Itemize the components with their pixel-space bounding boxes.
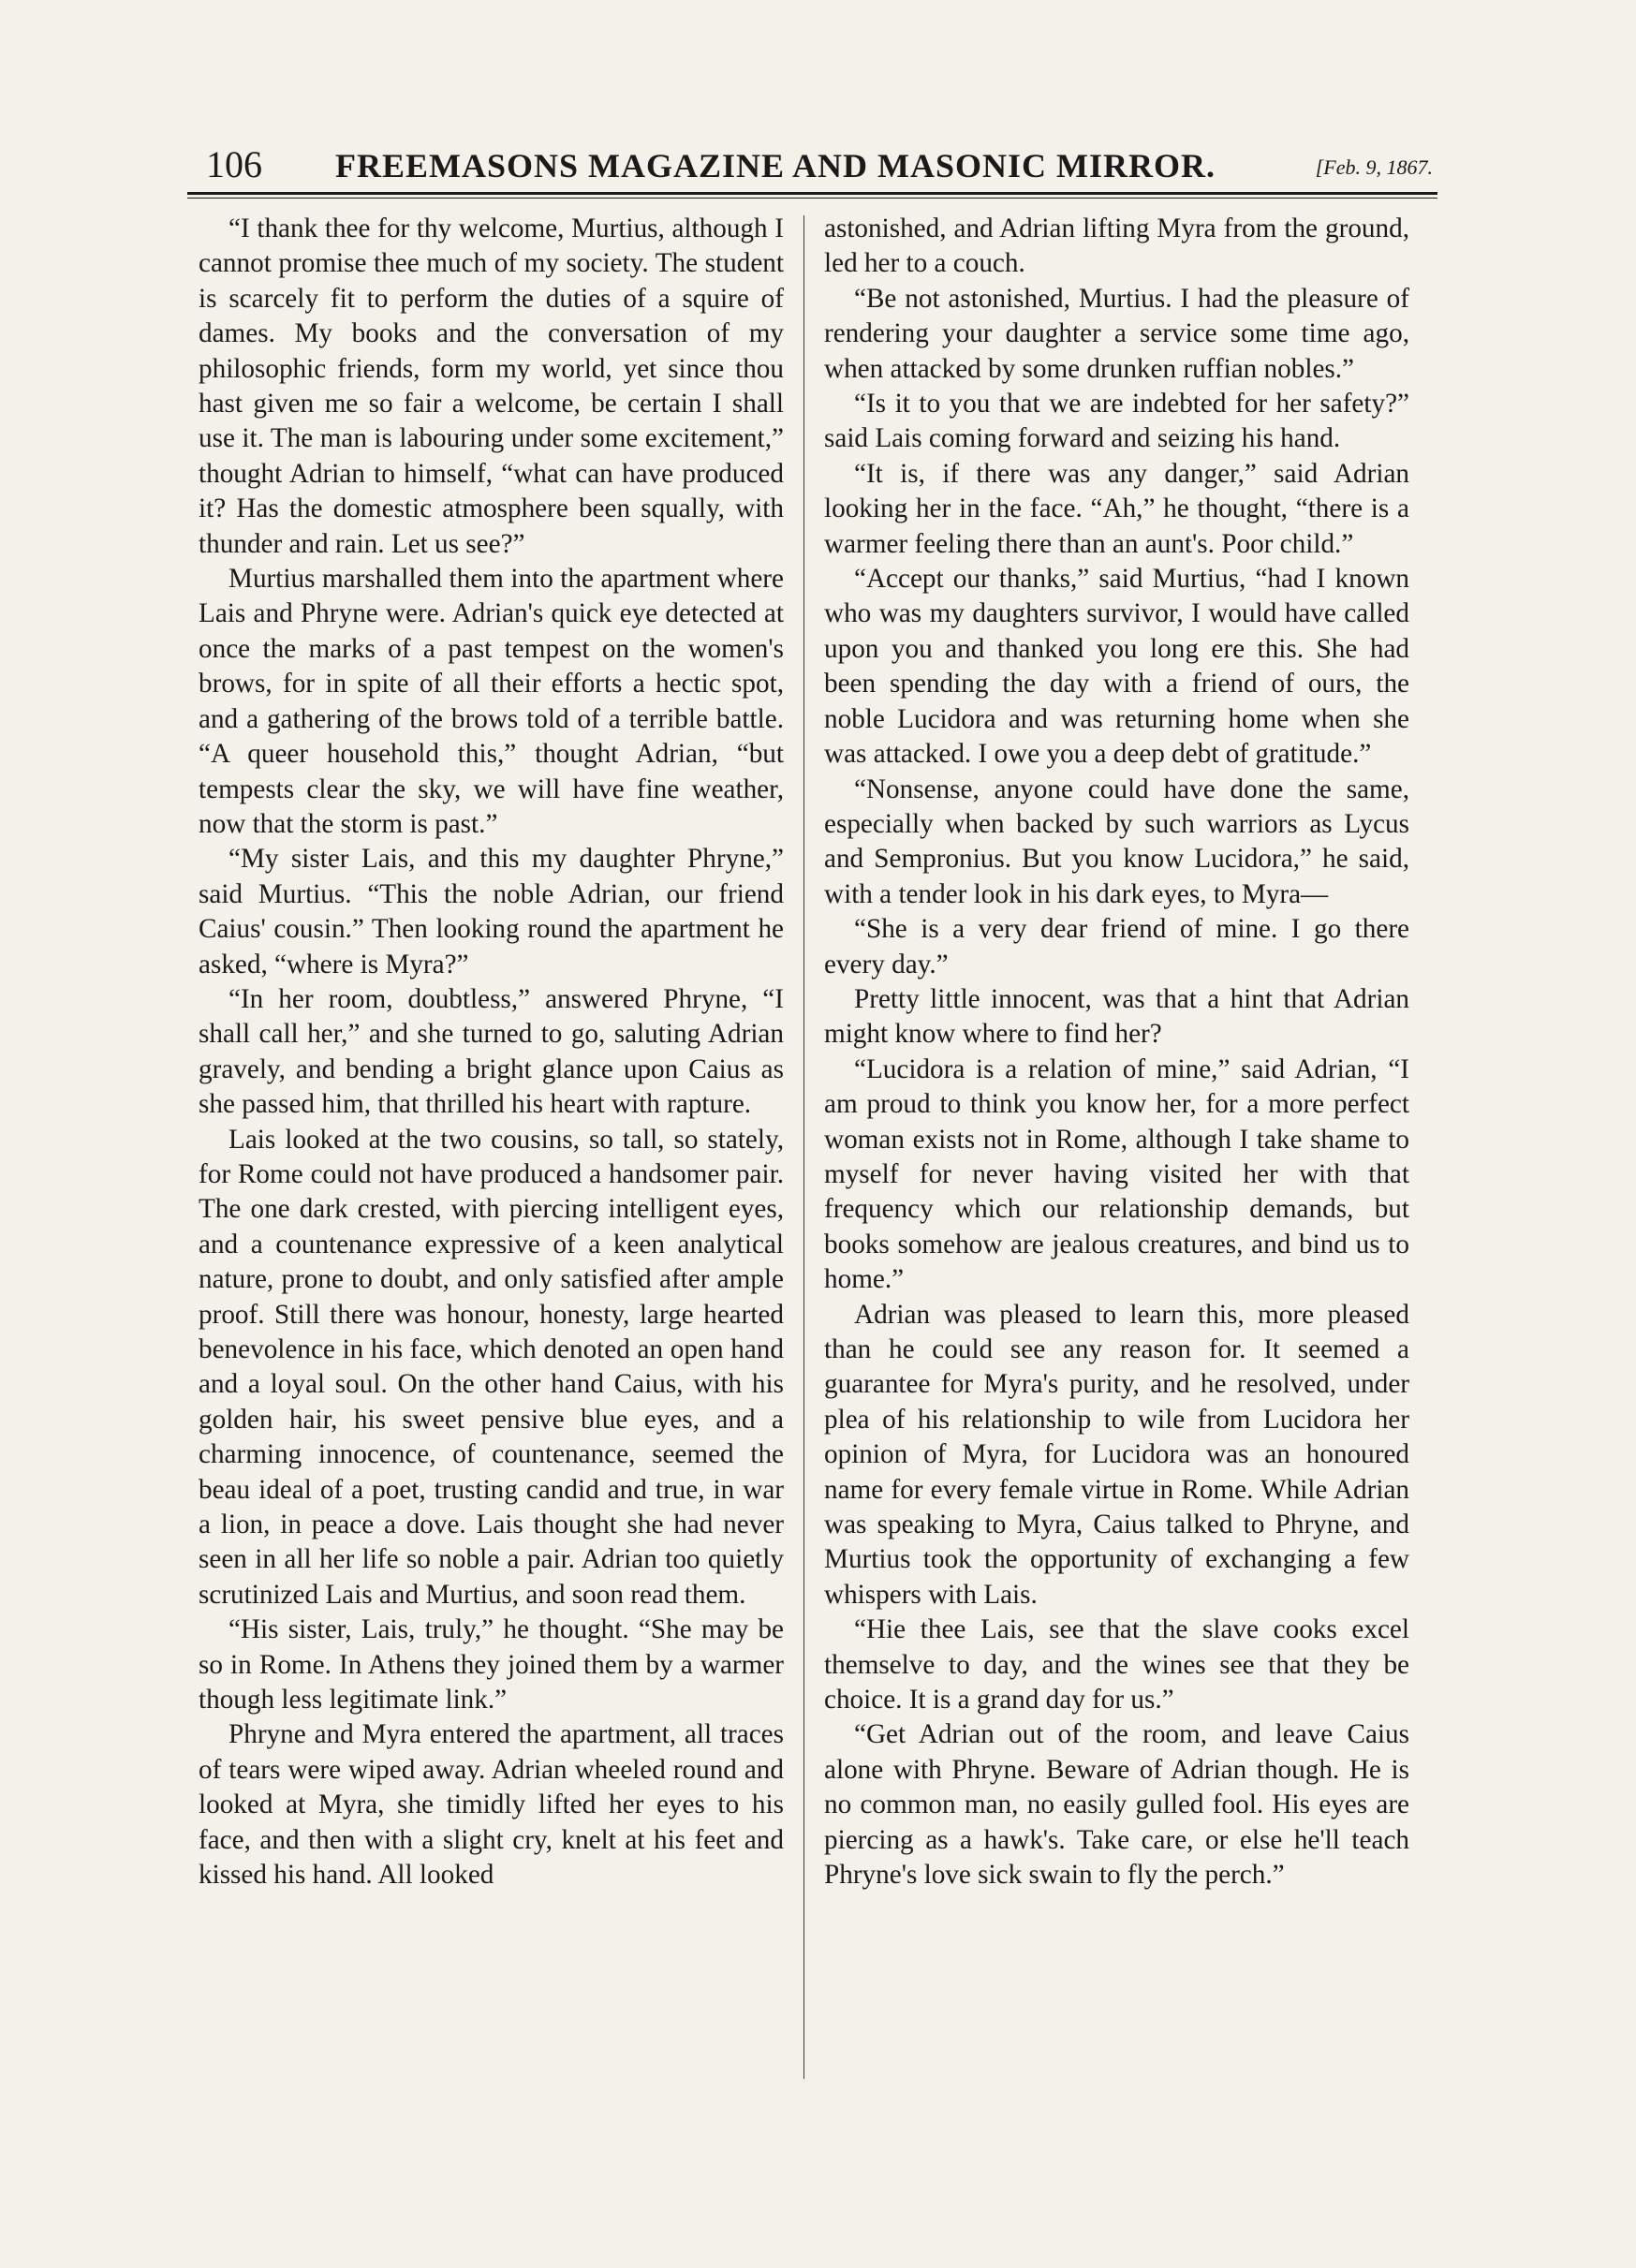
header-rule-thin bbox=[187, 198, 1437, 199]
page-header bbox=[187, 140, 1442, 187]
paragraph: “Accept our thanks,” said Murtius, “had I known who was my daughters survivor, I would have called upon you and thanked you long ere this. She had been spending the day with a friend of ours, the noble Lucidora and was returning home when she was attacked. I owe you a deep debt of gratitude.” bbox=[824, 564, 1409, 770]
issue-date: [Feb. 9, 1867. bbox=[1315, 155, 1433, 179]
paragraph: “My sister Lais, and this my daughter Phryne,” said Murtius. “This the noble Adrian, our friend Caius' cousin.” Then looking round the apartment he asked, “where is Myra?” bbox=[199, 844, 784, 979]
paragraph: “I thank thee for thy welcome, Murtius, although I cannot promise thee much of my society. The student is scarcely fit to perform the duties of a squire of dames. My books and the conversation of my philosophic friends, form my world, yet since thou hast given me so fair a welcome, be certain I shall use it. The man is labouring under some excitement,” thought Adrian to himself, “what can have produced it? Has the domestic atmosphere been squally, with thunder and rain. Let us see?” bbox=[199, 214, 784, 559]
paragraph: “Lucidora is a relation of mine,” said Adrian, “I am proud to think you know her, for a more perfect woman exists not in Rome, although I take shame to myself for never having visited her with that frequency which our relationship demands, but books somehow are jealous creatures, and bind us to home.” bbox=[824, 1053, 1409, 1295]
page-number: 106 bbox=[206, 143, 262, 185]
right-column bbox=[824, 212, 1409, 1893]
column-divider bbox=[803, 215, 804, 2079]
paragraph: Adrian was pleased to learn this, more pleased than he could see any reason for. It seemed a guarantee for Myra's purity, and he resolved, under plea of his relationship to wile from Lucidora her opinion of Myra, for Lucidora was an honoured name for every female virtue in Rome. While Adrian was speaking to Myra, Caius talked to Phryne, and Murtius took the opportunity of exchanging a few whispers with Lais. bbox=[824, 1299, 1409, 1610]
paragraph: “She is a very dear friend of mine. I go there every day.” bbox=[824, 914, 1409, 979]
header-rule bbox=[187, 192, 1437, 195]
paragraph: “It is, if there was any danger,” said Adrian looking her in the face. “Ah,” he thought, “there is a warmer feeling there than an aunt's. Poor child.” bbox=[824, 458, 1409, 559]
paragraph: “Get Adrian out of the room, and leave Caius alone with Phryne. Beware of Adrian though. He is no common man, no easily gulled fool. His eyes are piercing as a hawk's. Take care, or else he'll teach Phryne's love sick swain to fly the perch.” bbox=[824, 1719, 1409, 1891]
paragraph: “Is it to you that we are indebted for her safety?” said Lais coming forward and seizing his hand. bbox=[824, 389, 1409, 454]
paragraph: “Hie thee Lais, see that the slave cooks excel themselve to day, and the wines see that they be choice. It is a grand day for us.” bbox=[824, 1614, 1409, 1716]
left-column bbox=[199, 212, 784, 1893]
paragraph: Lais looked at the two cousins, so tall, so stately, for Rome could not have produced a handsomer pair. The one dark crested, with piercing intelligent eyes, and a countenance expressive of a keen analytical nature, prone to doubt, and only satisfied after ample proof. Still there was honour, honesty, large hearted benevolence in his face, which denoted an open hand and a loyal soul. On the other hand Caius, with his golden hair, his sweet pensive blue eyes, and a charming innocence, of countenance, seemed the beau ideal of a poet, trusting candid and true, in war a lion, in peace a dove. Lais thought she had never seen in all her life so noble a pair. Adrian too quietly scrutinized Lais and Murtius, and soon read them. bbox=[199, 1124, 784, 1610]
paragraph: Pretty little innocent, was that a hint that Adrian might know where to find her? bbox=[824, 983, 1409, 1050]
paragraph: Phryne and Myra entered the apartment, all traces of tears were wiped away. Adrian wheeled round and looked at Myra, she timidly lifted her eyes to his face, and then with a slight cry, knelt at his feet and kissed his hand. All looked bbox=[199, 1719, 784, 1891]
paragraph: “In her room, doubtless,” answered Phryne, “I shall call her,” and she turned to go, saluting Adrian gravely, and bending a bright glance upon Caius as she passed him, that thrilled his heart with rapture. bbox=[199, 983, 784, 1120]
paragraph: astonished, and Adrian lifting Myra from the ground, led her to a couch. bbox=[824, 214, 1409, 279]
paragraph: “Nonsense, anyone could have done the same, especially when backed by such warriors as Lycus and Sempronius. But you know Lucidora,” he said, with a tender look in his dark eyes, to Myra— bbox=[824, 773, 1409, 909]
paragraph: “Be not astonished, Murtius. I had the pleasure of rendering your daughter a service some time ago, when attacked by some drunken ruffian nobles.” bbox=[824, 283, 1409, 384]
paragraph: “His sister, Lais, truly,” he thought. “She may be so in Rome. In Athens they joined them by a warmer though less legitimate link.” bbox=[199, 1614, 784, 1716]
paragraph: Murtius marshalled them into the apartment where Lais and Phryne were. Adrian's quick eye detected at once the marks of a past tempest on the women's brows, for in spite of all their efforts a hectic spot, and a gathering of the brows told of a terrible battle. “A queer household this,” thought Adrian, “but tempests clear the sky, we will have fine weather, now that the storm is past.” bbox=[199, 564, 784, 839]
magazine-title: FREEMASONS MAGAZINE AND MASONIC MIRROR. bbox=[335, 147, 1216, 184]
